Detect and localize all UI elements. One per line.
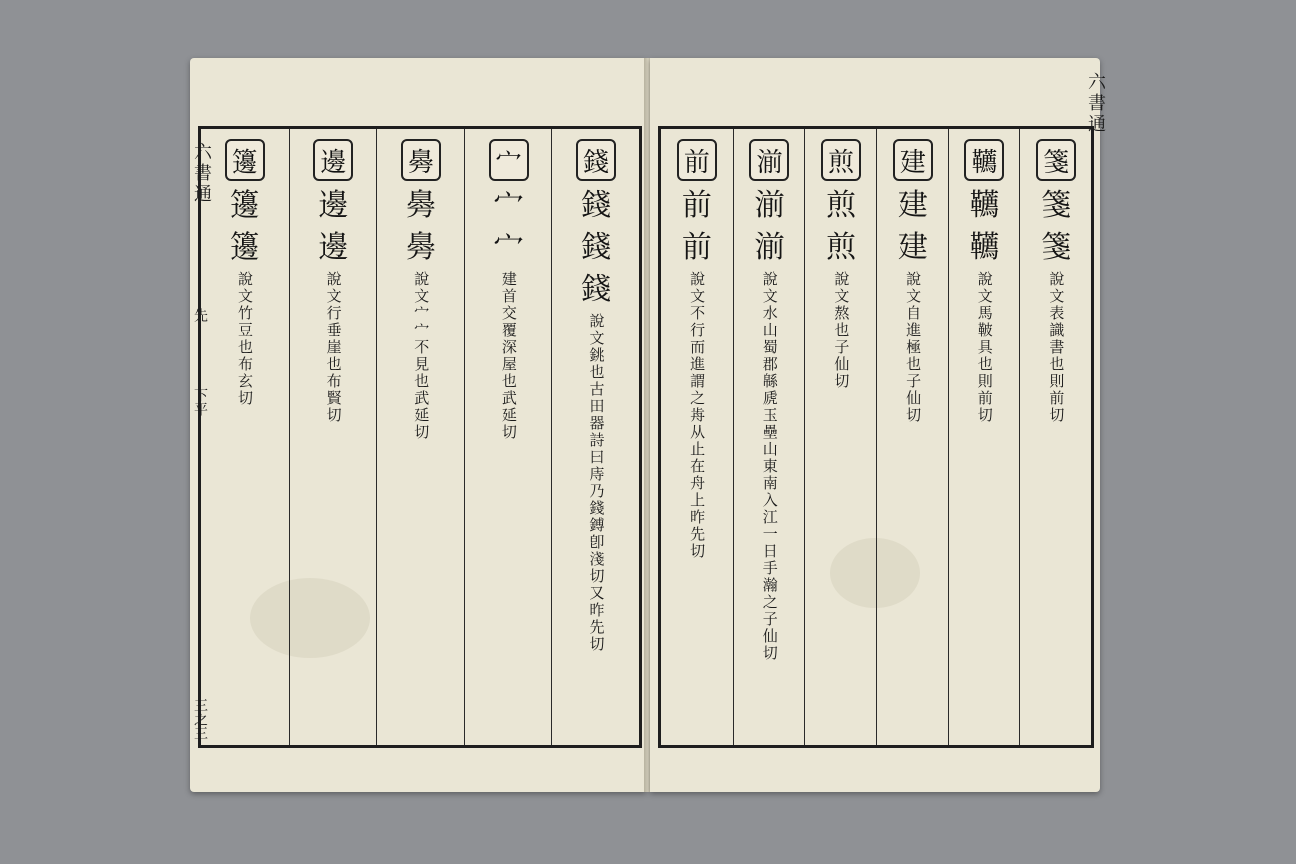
seal-script-form: 煎 bbox=[826, 230, 857, 265]
right-page bbox=[650, 58, 1106, 792]
entry-head-character: 籩 bbox=[225, 139, 265, 181]
entry-column bbox=[733, 129, 806, 745]
entry-head-character: 宀 bbox=[489, 139, 529, 181]
entry-head-character: 煎 bbox=[821, 139, 861, 181]
entry-column bbox=[661, 129, 733, 745]
seal-script-form: 臱 bbox=[405, 230, 436, 265]
seal-script-form: 錢 bbox=[581, 188, 612, 223]
entry-column bbox=[464, 129, 553, 745]
folio-number: 三之三 bbox=[192, 698, 208, 740]
entry-gloss-text: 說文宀宀不見也武延切 bbox=[412, 271, 431, 441]
seal-script-form: 臱 bbox=[405, 188, 436, 223]
seal-script-form: 韉 bbox=[969, 188, 1000, 223]
seal-script-form: 煎 bbox=[826, 188, 857, 223]
seal-script-form: 前 bbox=[681, 230, 712, 265]
entry-head-character: 錢 bbox=[576, 139, 616, 181]
entry-head-character: 箋 bbox=[1036, 139, 1076, 181]
entry-column bbox=[551, 129, 640, 745]
entry-head-character: 前 bbox=[677, 139, 717, 181]
entry-column bbox=[948, 129, 1021, 745]
entry-gloss-text: 說文馬鞁具也則前切 bbox=[975, 271, 994, 424]
seal-script-form: 湔 bbox=[754, 188, 785, 223]
entry-head-character: 建 bbox=[893, 139, 933, 181]
seal-script-form: 錢 bbox=[581, 230, 612, 265]
seal-script-form: 錢 bbox=[581, 272, 612, 307]
section-label: 先 bbox=[192, 308, 208, 322]
seal-script-form: 箋 bbox=[1041, 188, 1072, 223]
entry-gloss-text: 說文水山蜀郡緜虒玉壘山東南入江一日手瀚之子仙切 bbox=[760, 271, 779, 662]
entry-gloss-text: 說文不行而進謂之歬从止在舟上昨先切 bbox=[688, 271, 707, 560]
entry-head-character: 韉 bbox=[964, 139, 1004, 181]
entry-column bbox=[876, 129, 949, 745]
seal-script-form: 籩 bbox=[229, 230, 260, 265]
seal-script-form: 前 bbox=[681, 188, 712, 223]
entry-column bbox=[289, 129, 378, 745]
right-page-frame bbox=[658, 126, 1094, 748]
seal-script-form: 箋 bbox=[1041, 230, 1072, 265]
entry-column bbox=[1019, 129, 1092, 745]
entry-gloss-text: 說文熬也子仙切 bbox=[832, 271, 851, 390]
entry-gloss-text: 說文竹豆也布玄切 bbox=[236, 271, 255, 407]
left-page bbox=[190, 58, 646, 792]
seal-script-form: 宀 bbox=[493, 230, 524, 265]
seal-script-form: 韉 bbox=[969, 230, 1000, 265]
entry-column bbox=[201, 129, 289, 745]
seal-script-form: 邊 bbox=[318, 188, 349, 223]
entry-gloss-text: 說文行垂崖也布賢切 bbox=[324, 271, 343, 424]
seal-script-form: 建 bbox=[897, 188, 928, 223]
entry-head-character: 臱 bbox=[401, 139, 441, 181]
seal-script-form: 湔 bbox=[754, 230, 785, 265]
seal-script-form: 邊 bbox=[318, 230, 349, 265]
entry-head-character: 湔 bbox=[749, 139, 789, 181]
subsection-label: 下平 bbox=[192, 388, 208, 416]
entry-head-character: 邊 bbox=[313, 139, 353, 181]
entry-gloss-text: 說文表識書也則前切 bbox=[1047, 271, 1066, 424]
entry-gloss-text: 說文銚也古田器詩曰庤乃錢鎛卽淺切又昨先切 bbox=[587, 313, 606, 653]
seal-script-form: 建 bbox=[897, 230, 928, 265]
left-page-frame bbox=[198, 126, 642, 748]
running-title-right: 六書通 bbox=[1085, 72, 1106, 135]
entry-column bbox=[376, 129, 465, 745]
running-title: 六書通 bbox=[191, 142, 212, 205]
entry-gloss-text: 說文自進極也子仙切 bbox=[904, 271, 923, 424]
entry-gloss-text: 建首交覆深屋也武延切 bbox=[499, 271, 518, 441]
seal-script-form: 宀 bbox=[493, 188, 524, 223]
entry-column bbox=[804, 129, 877, 745]
seal-script-form: 籩 bbox=[229, 188, 260, 223]
